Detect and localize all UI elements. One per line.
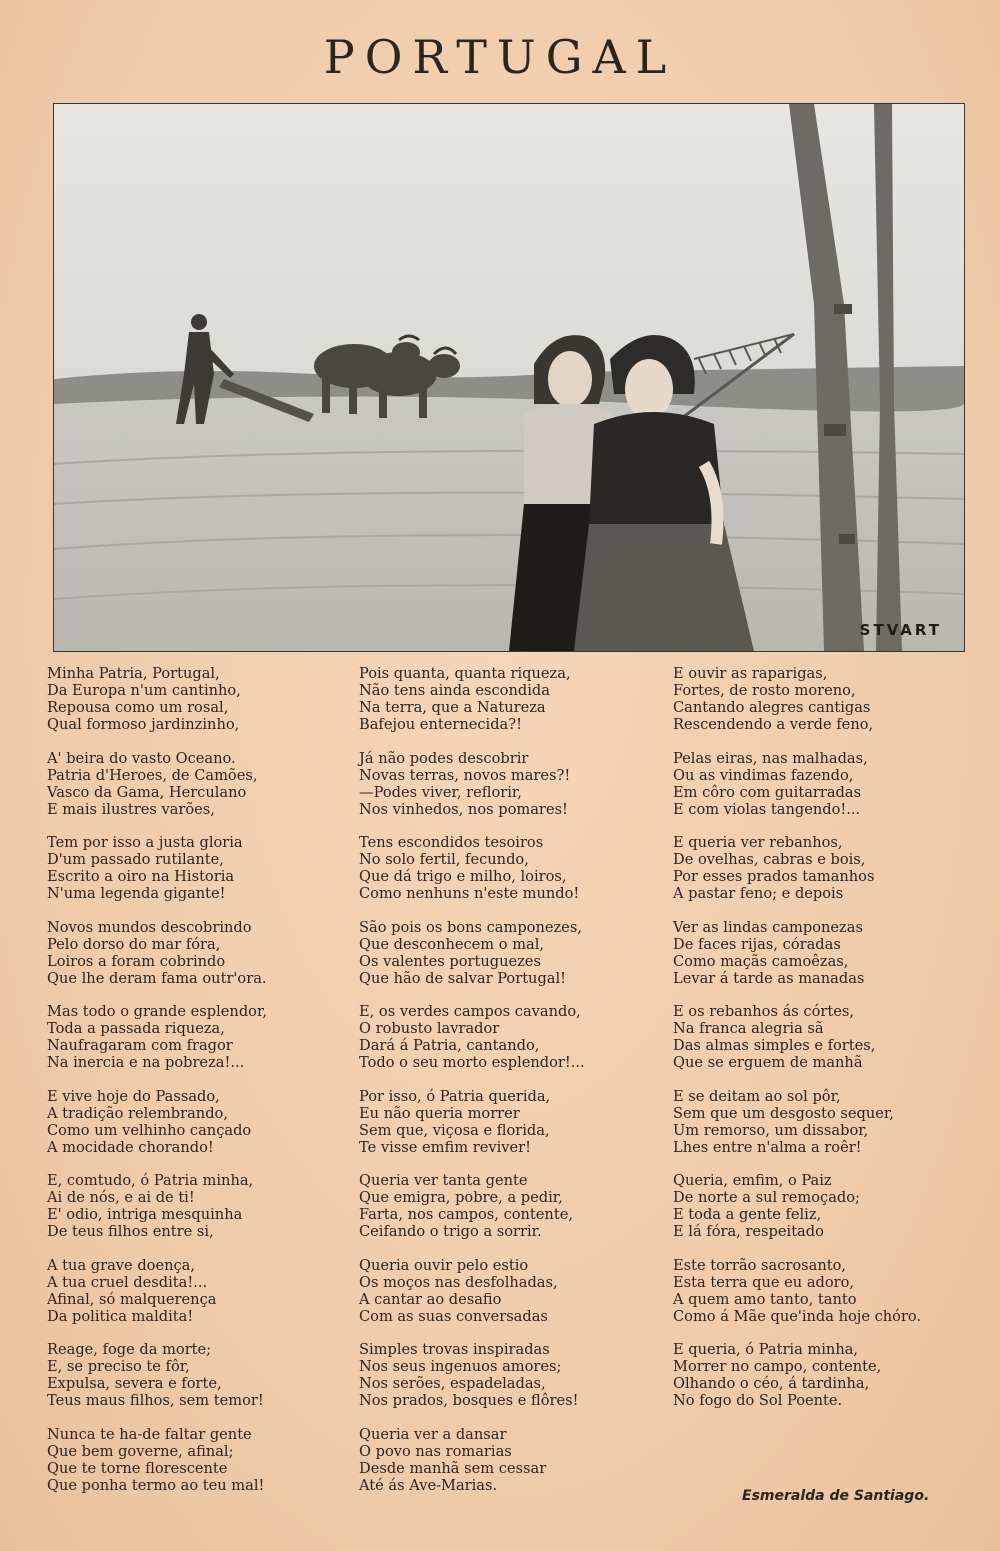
- poem-line: Já não podes descobrir: [359, 749, 529, 767]
- stanza: [359, 750, 659, 818]
- poem-line: Este torrão sacrosanto,: [673, 1256, 847, 1274]
- poem-column-3: [673, 665, 973, 1426]
- poem-line: Que se erguem de manhã: [673, 1054, 863, 1071]
- poem-line: Com as suas conversadas: [359, 1307, 548, 1325]
- page-title: PORTUGAL: [323, 30, 677, 84]
- poem-line: E vive hoje do Passado,: [47, 1087, 220, 1105]
- poem-line: Pelas eiras, nas malhadas,: [673, 749, 868, 767]
- artist-signature: STVART: [859, 621, 942, 639]
- poem-line: De ovelhas, cabras e bois,: [673, 851, 866, 868]
- poem-line: —Podes viver, reflorir,: [359, 783, 522, 801]
- poem-line: Qual formoso jardinzinho,: [47, 716, 240, 733]
- stanza: [47, 1341, 347, 1409]
- poem-line: Em côro com guitarradas: [673, 783, 862, 801]
- poem-line: De teus filhos entre si,: [47, 1223, 214, 1240]
- stanza: [673, 834, 973, 902]
- poem-line: O robusto lavrador: [359, 1020, 500, 1037]
- poem-line: Nos seus ingenuos amores;: [359, 1358, 562, 1375]
- stanza: [359, 1172, 659, 1240]
- poem-line: Fortes, de rosto moreno,: [673, 682, 856, 699]
- poem-line: A pastar feno; e depois: [673, 885, 844, 902]
- stanza: [673, 1257, 973, 1325]
- stanza: [47, 919, 347, 987]
- poem-line: Ceifando o trigo a sorrir.: [359, 1223, 542, 1240]
- poem-line: N'uma legenda gigante!: [47, 885, 226, 902]
- poem-line: E se deitam ao sol pôr,: [673, 1087, 841, 1105]
- poem-line: Te visse emfim reviver!: [359, 1138, 531, 1156]
- illustration-plowing-field-women-icon: [54, 104, 964, 651]
- poem-line: E toda a gente feliz,: [673, 1206, 822, 1223]
- poem-line: D'um passado rutilante,: [47, 851, 224, 868]
- poem-line: Que te torne florescente: [47, 1459, 228, 1477]
- poem-line: Cantando alegres cantigas: [673, 699, 871, 716]
- poem-line: Que desconhecem o mal,: [359, 935, 545, 953]
- stanza: [673, 1172, 973, 1240]
- stanza: [673, 919, 973, 987]
- poem-line: Até ás Ave-Marias.: [359, 1476, 498, 1494]
- poem-line: E queria, ó Patria minha,: [673, 1341, 859, 1358]
- poem-line: Pois quanta, quanta riqueza,: [359, 665, 571, 682]
- poem-line: Ver as lindas camponezas: [673, 918, 863, 936]
- poem-line: São pois os bons camponezes,: [359, 918, 582, 936]
- poem-line: E queria ver rebanhos,: [673, 834, 843, 851]
- poem-line: Os valentes portuguezes: [359, 952, 541, 970]
- stanza: [359, 919, 659, 987]
- poem-line: A quem amo tanto, tanto: [673, 1290, 857, 1308]
- poem-line: E os rebanhos ás córtes,: [673, 1003, 854, 1020]
- poem-line: Minha Patria, Portugal,: [47, 665, 220, 682]
- illustration: [53, 103, 965, 652]
- stanza: [47, 1426, 347, 1494]
- poem-line: De faces rijas, córadas: [673, 935, 841, 953]
- poem-line: Simples trovas inspiradas: [359, 1341, 550, 1358]
- poem-line: No solo fertil, fecundo,: [359, 851, 529, 868]
- poem-line: Pelo dorso do mar fóra,: [47, 935, 221, 953]
- poem-line: Teus maus filhos, sem temor!: [47, 1392, 264, 1409]
- poem-line: Das almas simples e fortes,: [673, 1037, 876, 1054]
- poem-line: Da politica maldita!: [47, 1307, 194, 1325]
- poem-line: A tua cruel desdita!...: [47, 1273, 208, 1291]
- poem-line: Dará á Patria, cantando,: [359, 1037, 540, 1054]
- poem-line: Rescendendo a verde feno,: [673, 716, 874, 733]
- poem-line: E com violas tangendo!...: [673, 800, 861, 818]
- poem-line: Novos mundos descobrindo: [47, 918, 252, 936]
- poem-line: E lá fóra, respeitado: [673, 1223, 824, 1240]
- poem-line: Sem que, viçosa e florida,: [359, 1121, 550, 1139]
- poem-line: Levar á tarde as manadas: [673, 969, 865, 987]
- poem-line: Que ponha termo ao teu mal!: [47, 1476, 265, 1494]
- poem-line: Nos vinhedos, nos pomares!: [359, 800, 568, 818]
- stanza: [673, 665, 973, 733]
- stanza: [359, 1341, 659, 1409]
- poem-line: Escrito a oiro na Historia: [47, 868, 235, 885]
- poem-line: Bafejou enternecida?!: [359, 716, 522, 733]
- poem-line: Que bem governe, afinal;: [47, 1442, 234, 1460]
- poem-line: Sem que um desgosto sequer,: [673, 1104, 894, 1122]
- poem-line: Repousa como um rosal,: [47, 699, 229, 716]
- poem-line: Por esses prados tamanhos: [673, 868, 875, 885]
- poem-line: No fogo do Sol Poente.: [673, 1392, 843, 1409]
- poem-line: Como á Mãe que'inda hoje chóro.: [673, 1307, 922, 1325]
- poem-line: Naufragaram com fragor: [47, 1037, 233, 1054]
- stanza: [359, 1088, 659, 1156]
- poem-line: E, comtudo, ó Patria minha,: [47, 1172, 254, 1189]
- poem-line: Novas terras, novos mares?!: [359, 766, 571, 784]
- poem-line: Toda a passada riqueza,: [47, 1020, 225, 1037]
- poem-line: Loiros a foram cobrindo: [47, 952, 226, 970]
- poem-line: Nunca te ha-de faltar gente: [47, 1425, 252, 1443]
- poem-line: Tem por isso a justa gloria: [47, 834, 243, 851]
- poem-line: De norte a sul remoçado;: [673, 1189, 860, 1206]
- poem-line: Como maçãs camoêzas,: [673, 952, 849, 970]
- stanza: [47, 1172, 347, 1240]
- poem-line: Lhes entre n'alma a roêr!: [673, 1138, 862, 1156]
- poem-line: Mas todo o grande esplendor,: [47, 1003, 267, 1020]
- poem-line: Que emigra, pobre, a pedir,: [359, 1189, 563, 1206]
- stanza: [673, 1003, 973, 1071]
- poem-line: Ai de nós, e ai de ti!: [47, 1189, 195, 1206]
- poem-line: Que lhe deram fama outr'ora.: [47, 969, 267, 987]
- poem-columns: [47, 665, 957, 1515]
- poem-line: Tens escondidos tesoiros: [359, 834, 544, 851]
- stanza: [673, 1341, 973, 1409]
- stanza: [47, 1003, 347, 1071]
- poem-line: Nos serões, espadeladas,: [359, 1375, 546, 1392]
- poem-line: Olhando o céo, á tardinha,: [673, 1375, 870, 1392]
- poem-line: E, os verdes campos cavando,: [359, 1003, 581, 1020]
- poem-line: E ouvir as raparigas,: [673, 665, 828, 682]
- poem-line: Que hão de salvar Portugal!: [359, 969, 567, 987]
- stanza: [359, 1426, 659, 1494]
- poem-line: O povo nas romarias: [359, 1442, 512, 1460]
- stanza: [47, 834, 347, 902]
- poem-line: Vasco da Gama, Herculano: [47, 783, 247, 801]
- poem-line: A tua grave doença,: [47, 1256, 195, 1274]
- poem-line: A' beira do vasto Oceano.: [47, 749, 236, 767]
- poem-line: Que dá trigo e milho, loiros,: [359, 868, 567, 885]
- stanza: [673, 1088, 973, 1156]
- poem-line: Esta terra que eu adoro,: [673, 1273, 855, 1291]
- poem-line: Morrer no campo, contente,: [673, 1358, 882, 1375]
- poem-line: Um remorso, um dissabor,: [673, 1121, 869, 1139]
- poem-line: Desde manhã sem cessar: [359, 1459, 547, 1477]
- poem-line: E mais ilustres varões,: [47, 800, 215, 818]
- poem-line: Na inercia e na pobreza!...: [47, 1054, 245, 1071]
- poem-line: Da Europa n'um cantinho,: [47, 682, 241, 699]
- poem-line: Na franca alegria sã: [673, 1020, 824, 1037]
- poem-line: Como um velhinho cançado: [47, 1121, 252, 1139]
- poem-line: A mocidade chorando!: [47, 1138, 214, 1156]
- poem-line: Patria d'Heroes, de Camões,: [47, 766, 258, 784]
- stanza: [359, 665, 659, 733]
- stanza: [47, 1257, 347, 1325]
- poem-line: E, se preciso te fôr,: [47, 1358, 190, 1375]
- poem-line: A cantar ao desafio: [359, 1290, 502, 1308]
- poem-line: Queria ouvir pelo estio: [359, 1256, 529, 1274]
- stanza: [359, 1257, 659, 1325]
- author-signature: Esmeralda de Santiago.: [742, 1488, 930, 1504]
- poem-line: Não tens ainda escondida: [359, 682, 550, 699]
- poem-line: Eu não queria morrer: [359, 1104, 520, 1122]
- stanza: [359, 834, 659, 902]
- stanza: [359, 1003, 659, 1071]
- poem-line: Todo o seu morto esplendor!...: [359, 1054, 585, 1071]
- poem-line: Farta, nos campos, contente,: [359, 1206, 573, 1223]
- poem-line: Nos prados, bosques e flôres!: [359, 1392, 579, 1409]
- poem-line: Queria ver a dansar: [359, 1425, 507, 1443]
- poem-line: Na terra, que a Natureza: [359, 699, 546, 716]
- stanza: [47, 750, 347, 818]
- poem-line: A tradição relembrando,: [47, 1104, 228, 1122]
- poem-line: Ou as vindimas fazendo,: [673, 766, 854, 784]
- stanza: [673, 750, 973, 818]
- poem-line: Queria ver tanta gente: [359, 1172, 528, 1189]
- poem-line: Expulsa, severa e forte,: [47, 1375, 222, 1392]
- poem-line: Os moços nas desfolhadas,: [359, 1273, 558, 1291]
- poem-line: Por isso, ó Patria querida,: [359, 1087, 551, 1105]
- poem-column-1: [47, 665, 347, 1510]
- poem-line: E' odio, intriga mesquinha: [47, 1206, 243, 1223]
- poem-line: Como nenhuns n'este mundo!: [359, 885, 580, 902]
- poem-line: Afinal, só malquerença: [47, 1290, 217, 1308]
- stanza: [47, 665, 347, 733]
- poem-line: Reage, foge da morte;: [47, 1341, 212, 1358]
- stanza: [47, 1088, 347, 1156]
- poem-column-2: [359, 665, 659, 1510]
- poem-line: Queria, emfim, o Paiz: [673, 1172, 832, 1189]
